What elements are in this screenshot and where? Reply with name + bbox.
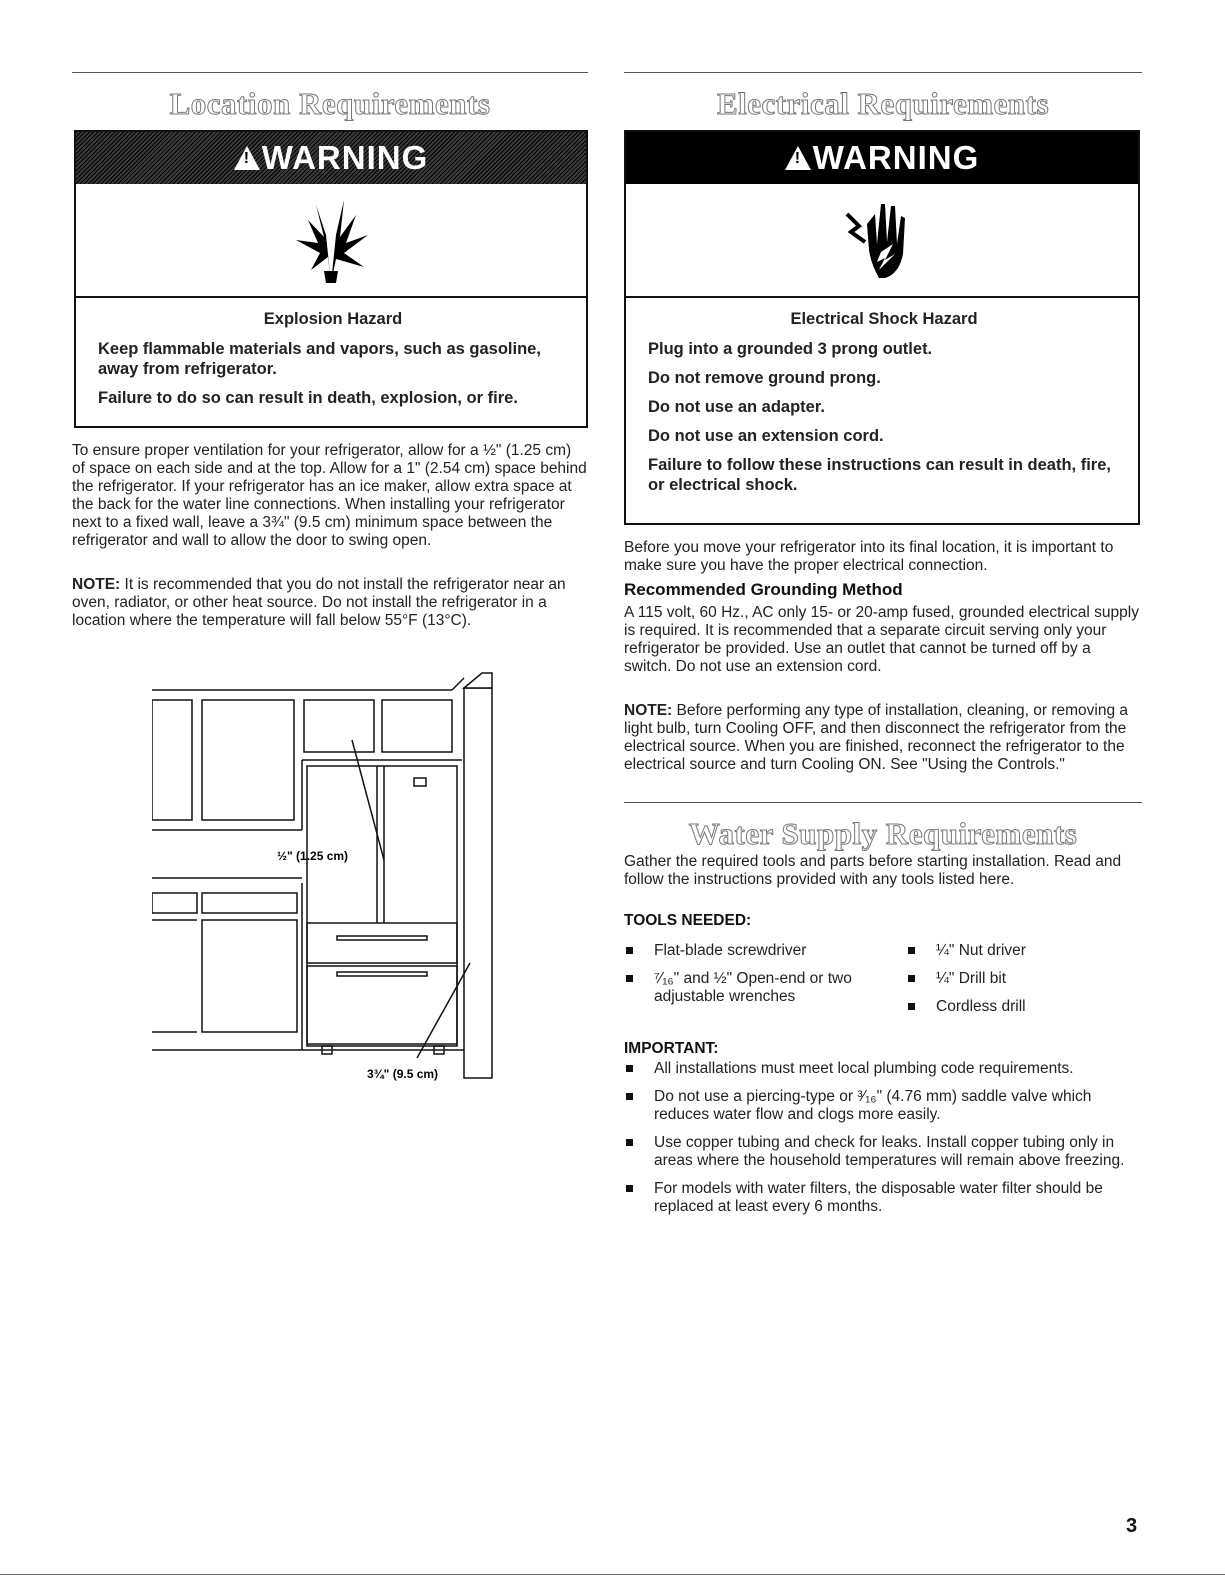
hazard-title: Explosion Hazard [263, 310, 403, 328]
warning-line: Failure to follow these instructions can result in death, fire, or electrical shock. [648, 456, 1111, 494]
section-rule [624, 802, 1142, 803]
warning-line: Do not use an adapter. [648, 398, 825, 416]
top-rule [624, 72, 1142, 73]
location-title: Location Requirements [169, 86, 491, 121]
list-item: For models with water filters, the disposable water filter should be replaced at least every 6 months. [624, 1180, 1142, 1216]
tools-list-right [906, 942, 1142, 1026]
grounding-text: A 115 volt, 60 Hz., AC only 15- or 20-amp fused, grounded electrical supply is required. It is recommended that a separate circuit serving only your refrigerator be provided. Use an outlet that cannot be turned off by a switch. Do not use an extension cord. [624, 604, 1139, 675]
warning-triangle-icon [234, 146, 260, 170]
list-item: Flat-blade screwdriver [624, 942, 906, 960]
electrical-intro: Before you move your refrigerator into its final location, it is important to make sure you have the proper electrical connection. [624, 539, 1114, 574]
warning-line: Do not remove ground prong. [648, 369, 881, 387]
grounding-heading: Recommended Grounding Method [624, 580, 903, 599]
hazard-title: Electrical Shock Hazard [790, 310, 978, 328]
side-clearance-label: 3¾" (9.5 cm) [367, 1067, 439, 1081]
list-item: Do not use a piercing-type or ³⁄₁₆" (4.76 mm) saddle valve which reduces water flow and clogs more easily. [624, 1088, 1142, 1124]
water-intro: Gather the required tools and parts before starting installation. Read and follow the instructions provided with any tools listed here. [624, 853, 1122, 888]
list-item: ¼" Nut driver [906, 942, 1142, 960]
warning-body [76, 298, 586, 427]
bottom-rule [0, 1574, 1225, 1575]
list-item: All installations must meet local plumbing code requirements. [624, 1060, 1142, 1078]
water-title: Water Supply Requirements [688, 816, 1078, 851]
warning-line: Plug into a grounded 3 prong outlet. [648, 340, 933, 358]
location-note [72, 576, 588, 630]
shock-warning-box [624, 130, 1140, 525]
warning-triangle-icon [785, 146, 811, 170]
warning-header [76, 132, 586, 184]
warning-line: Keep flammable materials and vapors, such as gasoline, away from refrigerator. [98, 340, 541, 378]
warning-label: WARNING [261, 139, 429, 176]
list-item: Use copper tubing and check for leaks. Install copper tubing only in areas where the household temperatures will remain above freezing. [624, 1134, 1142, 1170]
list-item: ¼" Drill bit [906, 970, 1142, 988]
important-list [624, 1060, 1142, 1226]
list-item: ⁷⁄₁₆" and ½" Open-end or two adjustable wrenches [624, 970, 906, 1006]
top-clearance-label: ½" (1.25 cm) [277, 849, 349, 863]
list-item: Cordless drill [906, 998, 1142, 1016]
important-heading: IMPORTANT: [624, 1040, 719, 1057]
note-text: It is recommended that you do not install the refrigerator near an oven, radiator, or other heat source. Do not install the refrigerator in a location where the temperature will fall below 55°F (13°C). [72, 576, 566, 629]
electrical-note [624, 702, 1142, 774]
note-label: NOTE: [72, 576, 121, 593]
tools-list-left [624, 942, 906, 1026]
clearance-diagram [152, 668, 592, 1088]
note-label: NOTE: [624, 702, 673, 719]
warning-label: WARNING [812, 139, 980, 176]
warning-body [626, 298, 1138, 514]
electrical-shock-icon [626, 184, 1138, 298]
note-text: Before performing any type of installation, cleaning, or removing a light bulb, turn Cooling OFF, and then disconnect the refrigerator from the electrical source. When you are finished, reconnect the refrigerator to the electrical source and turn Cooling ON. See "Using the Controls." [624, 702, 1128, 773]
warning-header [626, 132, 1138, 184]
electrical-title: Electrical Requirements [716, 86, 1050, 121]
explosion-icon [76, 184, 586, 298]
tools-list [624, 942, 1142, 1026]
tools-heading: TOOLS NEEDED: [624, 912, 752, 929]
page-number: 3 [1126, 1515, 1138, 1537]
ventilation-paragraph: To ensure proper ventilation for your refrigerator, allow for a ½" (1.25 cm) of space on each side and at the top. Allow for a 1" (2.54 cm) space behind the refrigerator. If your refrigerator has an ice maker, allow extra space at the back for the water line connections. When installing your refrigerator next to a fixed wall, leave a 3¾" (9.5 cm) minimum space between the refrigerator and wall to allow the door to swing open. [72, 442, 587, 549]
explosion-warning-box [74, 130, 588, 428]
warning-line: Failure to do so can result in death, explosion, or fire. [98, 389, 518, 407]
warning-line: Do not use an extension cord. [648, 427, 884, 445]
top-rule [72, 72, 588, 73]
